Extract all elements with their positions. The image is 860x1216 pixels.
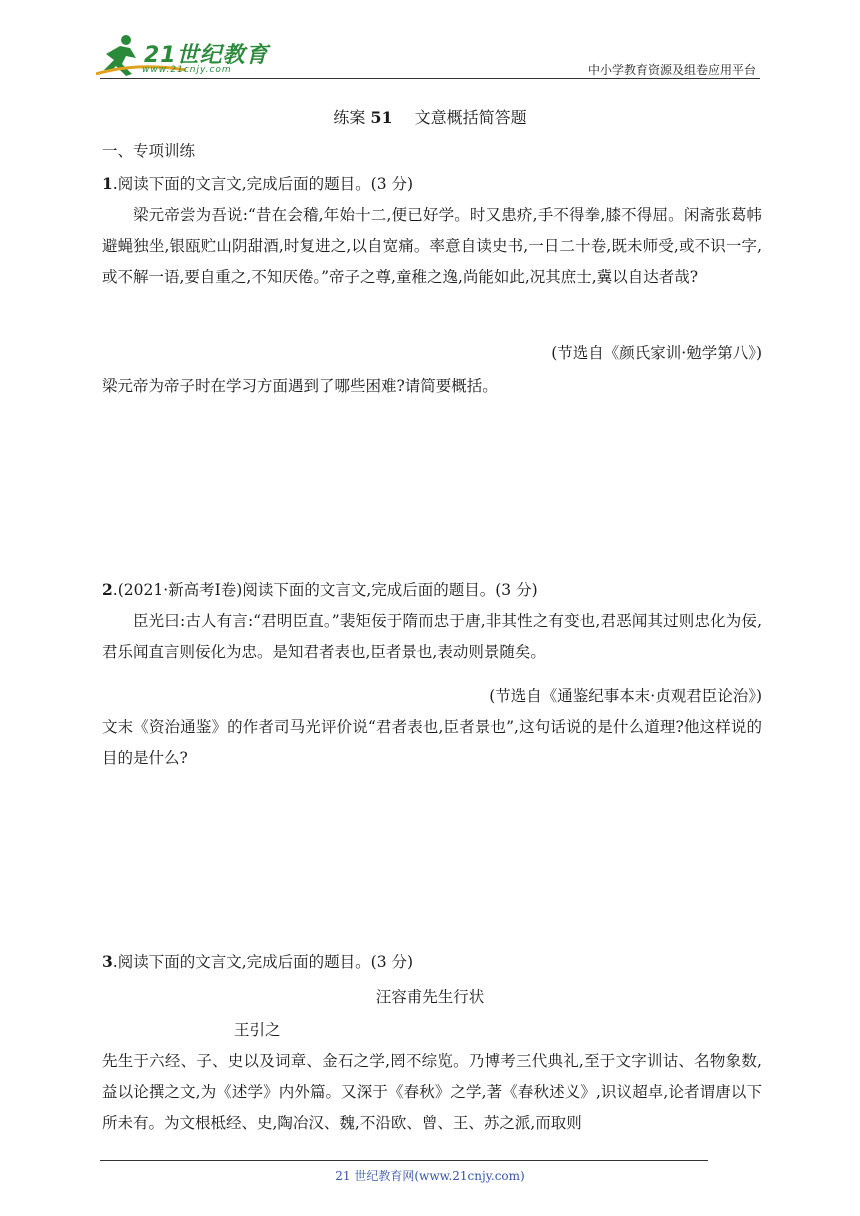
header-divider — [100, 78, 760, 79]
q3-prompt — [102, 946, 413, 978]
q2-passage: 臣光曰:古人有言:“君明臣直。”裴矩佞于隋而忠于唐,非其性之有变也,君恶闻其过则忠化为佞,君乐闻直言则佞化为忠。是知君者表也,臣者景也,表动则景随矣。 — [102, 612, 762, 661]
q3-passage-title: 汪容甫先生行状 — [375, 988, 485, 1006]
q3-number: 3 — [102, 952, 113, 971]
title-subject: 文意概括简答题 — [414, 108, 527, 127]
footer-text: 21 世纪教育网(www.21cnjy.com) — [335, 1169, 525, 1183]
q1-number: 1 — [102, 174, 113, 193]
q3-passage: 先生于六经、子、史以及词章、金石之学,罔不综览。乃博考三代典礼,至于文字训诂、名物象数,益以论撰之文,为《述学》内外篇。又深于《春秋》之学,著《春秋述义》,识议超卓,论者谓唐以下所未有。为文根柢经、史,陶冶汉、魏,不沿欧、曾、王、苏之派,而取则 — [102, 1052, 762, 1132]
q2-prompt-text: .(2021·新高考Ⅰ卷)阅读下面的文言文,完成后面的题目。(3 分) — [112, 581, 538, 599]
q2-question: 文末《资治通鉴》的作者司马光评价说“君者表也,臣者景也”,这句话说的是什么道理?他这样说的目的是什么? — [102, 718, 762, 767]
q3-prompt-text: .阅读下面的文言文,完成后面的题目。(3 分) — [112, 953, 414, 971]
footer-divider — [100, 1160, 708, 1161]
q2-number: 2 — [102, 580, 113, 599]
q1-question: 梁元帝为帝子时在学习方面遇到了哪些困难?请简要概括。 — [102, 377, 498, 395]
section-heading: 一、专项训练 — [102, 142, 196, 160]
q2-prompt — [102, 574, 538, 606]
logo-url: www.21cnjy.com — [142, 65, 232, 75]
page-header — [0, 0, 860, 90]
q1-source: (节选自《颜氏家训·勉学第八》) — [551, 344, 762, 362]
page-title — [0, 105, 860, 128]
title-number: 51 — [370, 108, 393, 127]
header-platform-text: 中小学教育资源及组卷应用平台 — [587, 63, 756, 77]
logo-text: 21世纪教育 — [144, 43, 269, 68]
q2-source: (节选自《通鉴纪事本末·贞观君臣论治》) — [489, 687, 762, 705]
q3-author: 王引之 — [234, 1021, 281, 1039]
q1-prompt — [102, 168, 413, 200]
q1-passage: 梁元帝尝为吾说:“昔在会稽,年始十二,便已好学。时又患疥,手不得拳,膝不得屈。闲斋张葛帏避蝇独坐,银瓯贮山阴甜酒,时复进之,以自宽痛。率意自读史书,一日二十卷,既未师受,或不识一字,或不解一语,要自重之,不知厌倦。”帝子之尊,童稚之逸,尚能如此,况其庶士,冀以自达者哉? — [102, 206, 762, 286]
title-prefix: 练案 — [333, 108, 371, 127]
q1-prompt-text: .阅读下面的文言文,完成后面的题目。(3 分) — [112, 175, 414, 193]
